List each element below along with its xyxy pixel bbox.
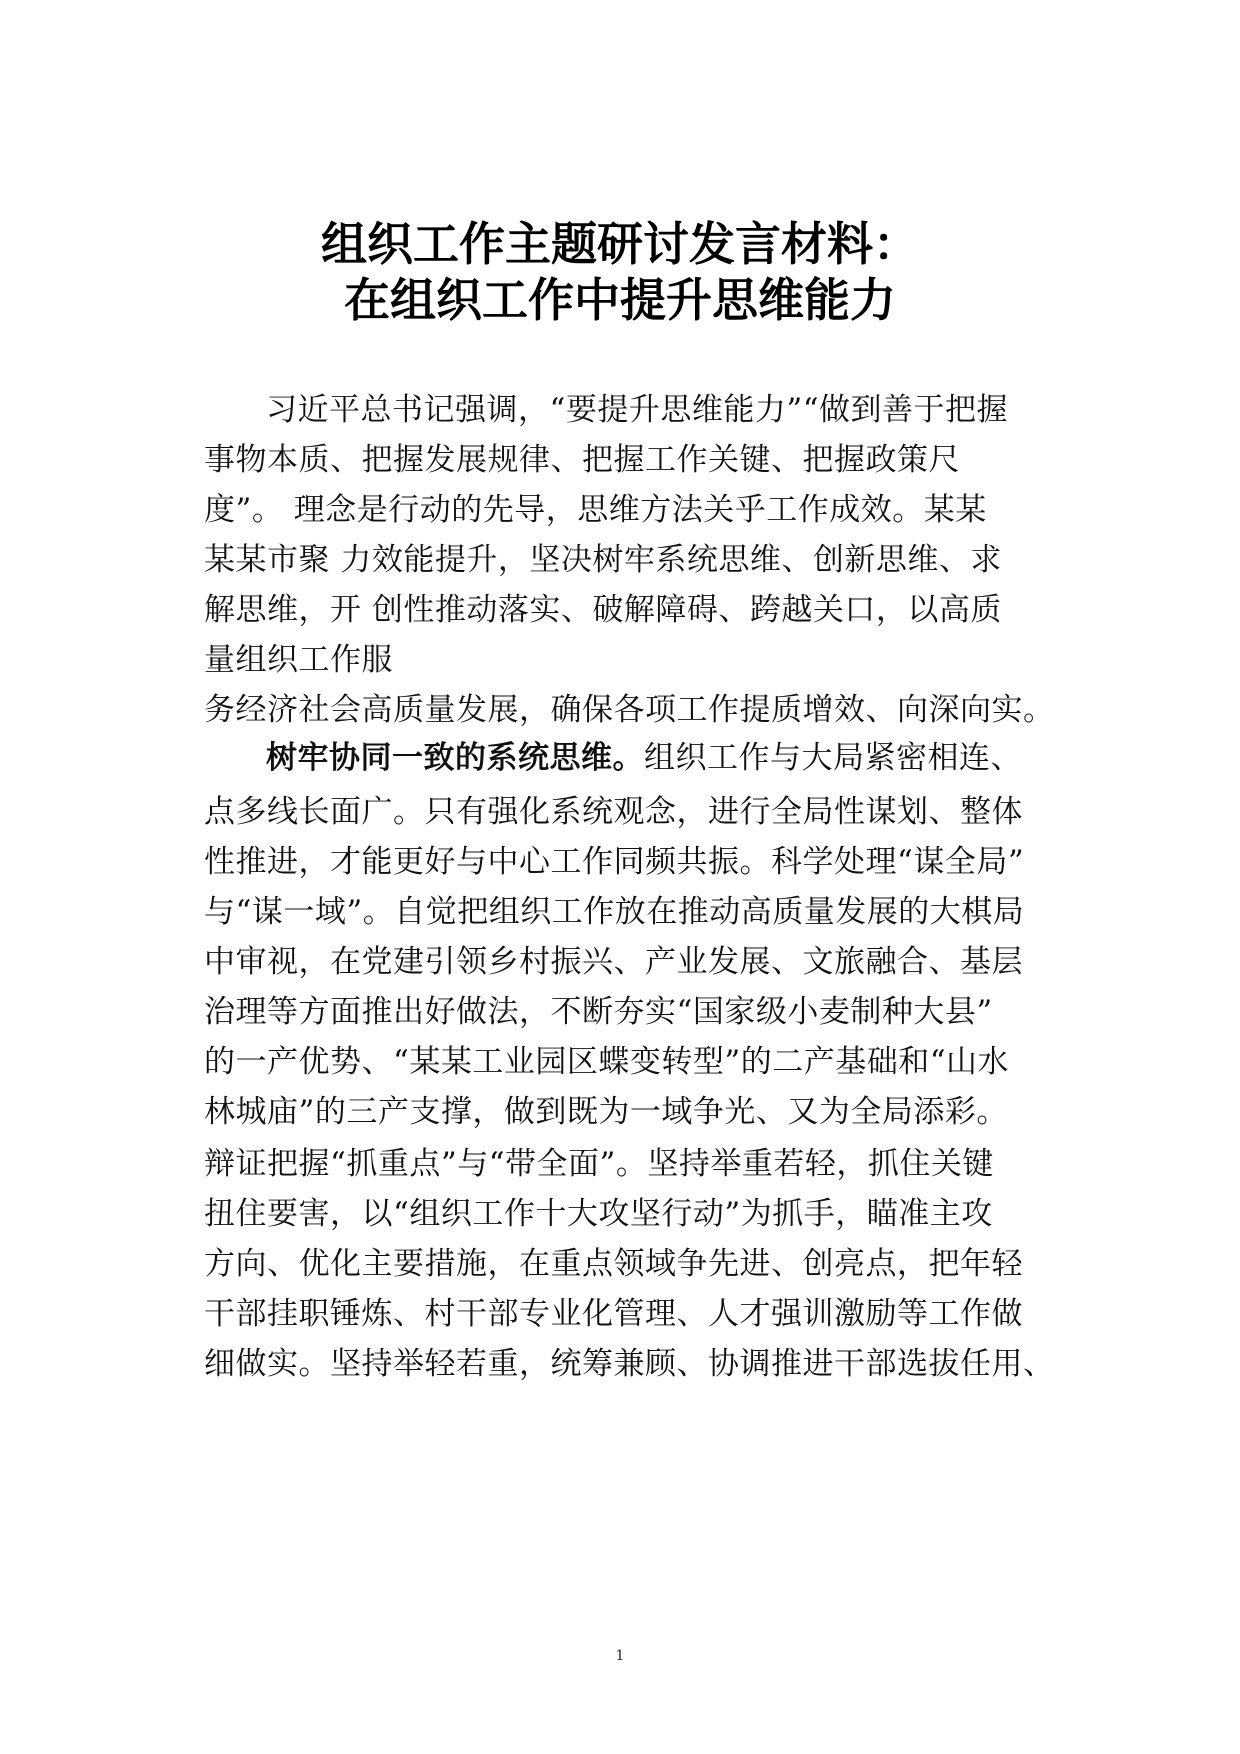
section-1-line: 林城庙”的三产支撑，做到既为一域争光、又为全局添彩。: [204, 1094, 1008, 1130]
section-1-line: 干部挂职锤炼、村干部专业化管理、人才强训激励等工作做: [204, 1296, 1023, 1332]
section-1-line: 治理等方面推出好做法，不断夯实“国家级小麦制种大县”: [204, 994, 993, 1030]
intro-line: 事物本质、把握发展规律、把握工作关键、把握政策尺: [204, 442, 960, 478]
section-1-line: 的一产优势、“某某工业园区蝶变转型”的二产基础和“山水: [204, 1044, 1010, 1080]
section-1-line: 中审视，在党建引领乡村振兴、产业发展、文旅融合、基层: [204, 944, 1023, 980]
section-1-line: 扭住要害，以“组织工作十大攻坚行动”为抓手，瞄准主攻: [204, 1196, 993, 1232]
section-1-line: 方向、优化主要措施，在重点领域争先进、创亮点，把年轻: [204, 1246, 1023, 1282]
page-number: 1: [615, 1648, 625, 1664]
intro-line: 解思维，开 创性推动落实、破解障碍、跨越关口，以高质: [204, 592, 1002, 628]
section-1-line: 与“谋一域”。自觉把组织工作放在推动高质量发展的大棋局: [204, 894, 1025, 930]
document-title-line-1: 组织工作主题研讨发言材料：: [321, 217, 919, 271]
section-1-first-line: [204, 738, 1084, 778]
section-1-text: 组织工作与大局紧密相连、: [644, 740, 1022, 776]
intro-line: 务经济社会高质量发展，确保各项工作提质增效、向深向实。: [204, 692, 1055, 728]
document-title-line-2: 在组织工作中提升思维能力: [344, 273, 896, 327]
section-heading: 树牢协同一致的系统思维。: [266, 740, 644, 776]
intro-line: 度”。 理念是行动的先导，思维方法关乎工作成效。某某: [204, 492, 987, 528]
section-1-line: 点多线长面广。只有强化系统观念，进行全局性谋划、整体: [204, 794, 1023, 830]
intro-line: 某某市聚 力效能提升，坚决树牢系统思维、创新思维、求: [204, 542, 1002, 578]
intro-line: 量组织工作服: [204, 642, 393, 678]
section-1-line: 性推进，才能更好与中心工作同频共振。科学处理“谋全局”: [204, 844, 1025, 880]
intro-line: 习近平总书记强调，“要提升思维能力”“做到善于把握: [266, 392, 1009, 428]
section-1-line: 细做实。坚持举轻若重，统筹兼顾、协调推进干部选拔任用、: [204, 1346, 1055, 1382]
section-1-line: 辩证把握“抓重点”与“带全面”。坚持举重若轻，抓住关键: [204, 1146, 994, 1182]
